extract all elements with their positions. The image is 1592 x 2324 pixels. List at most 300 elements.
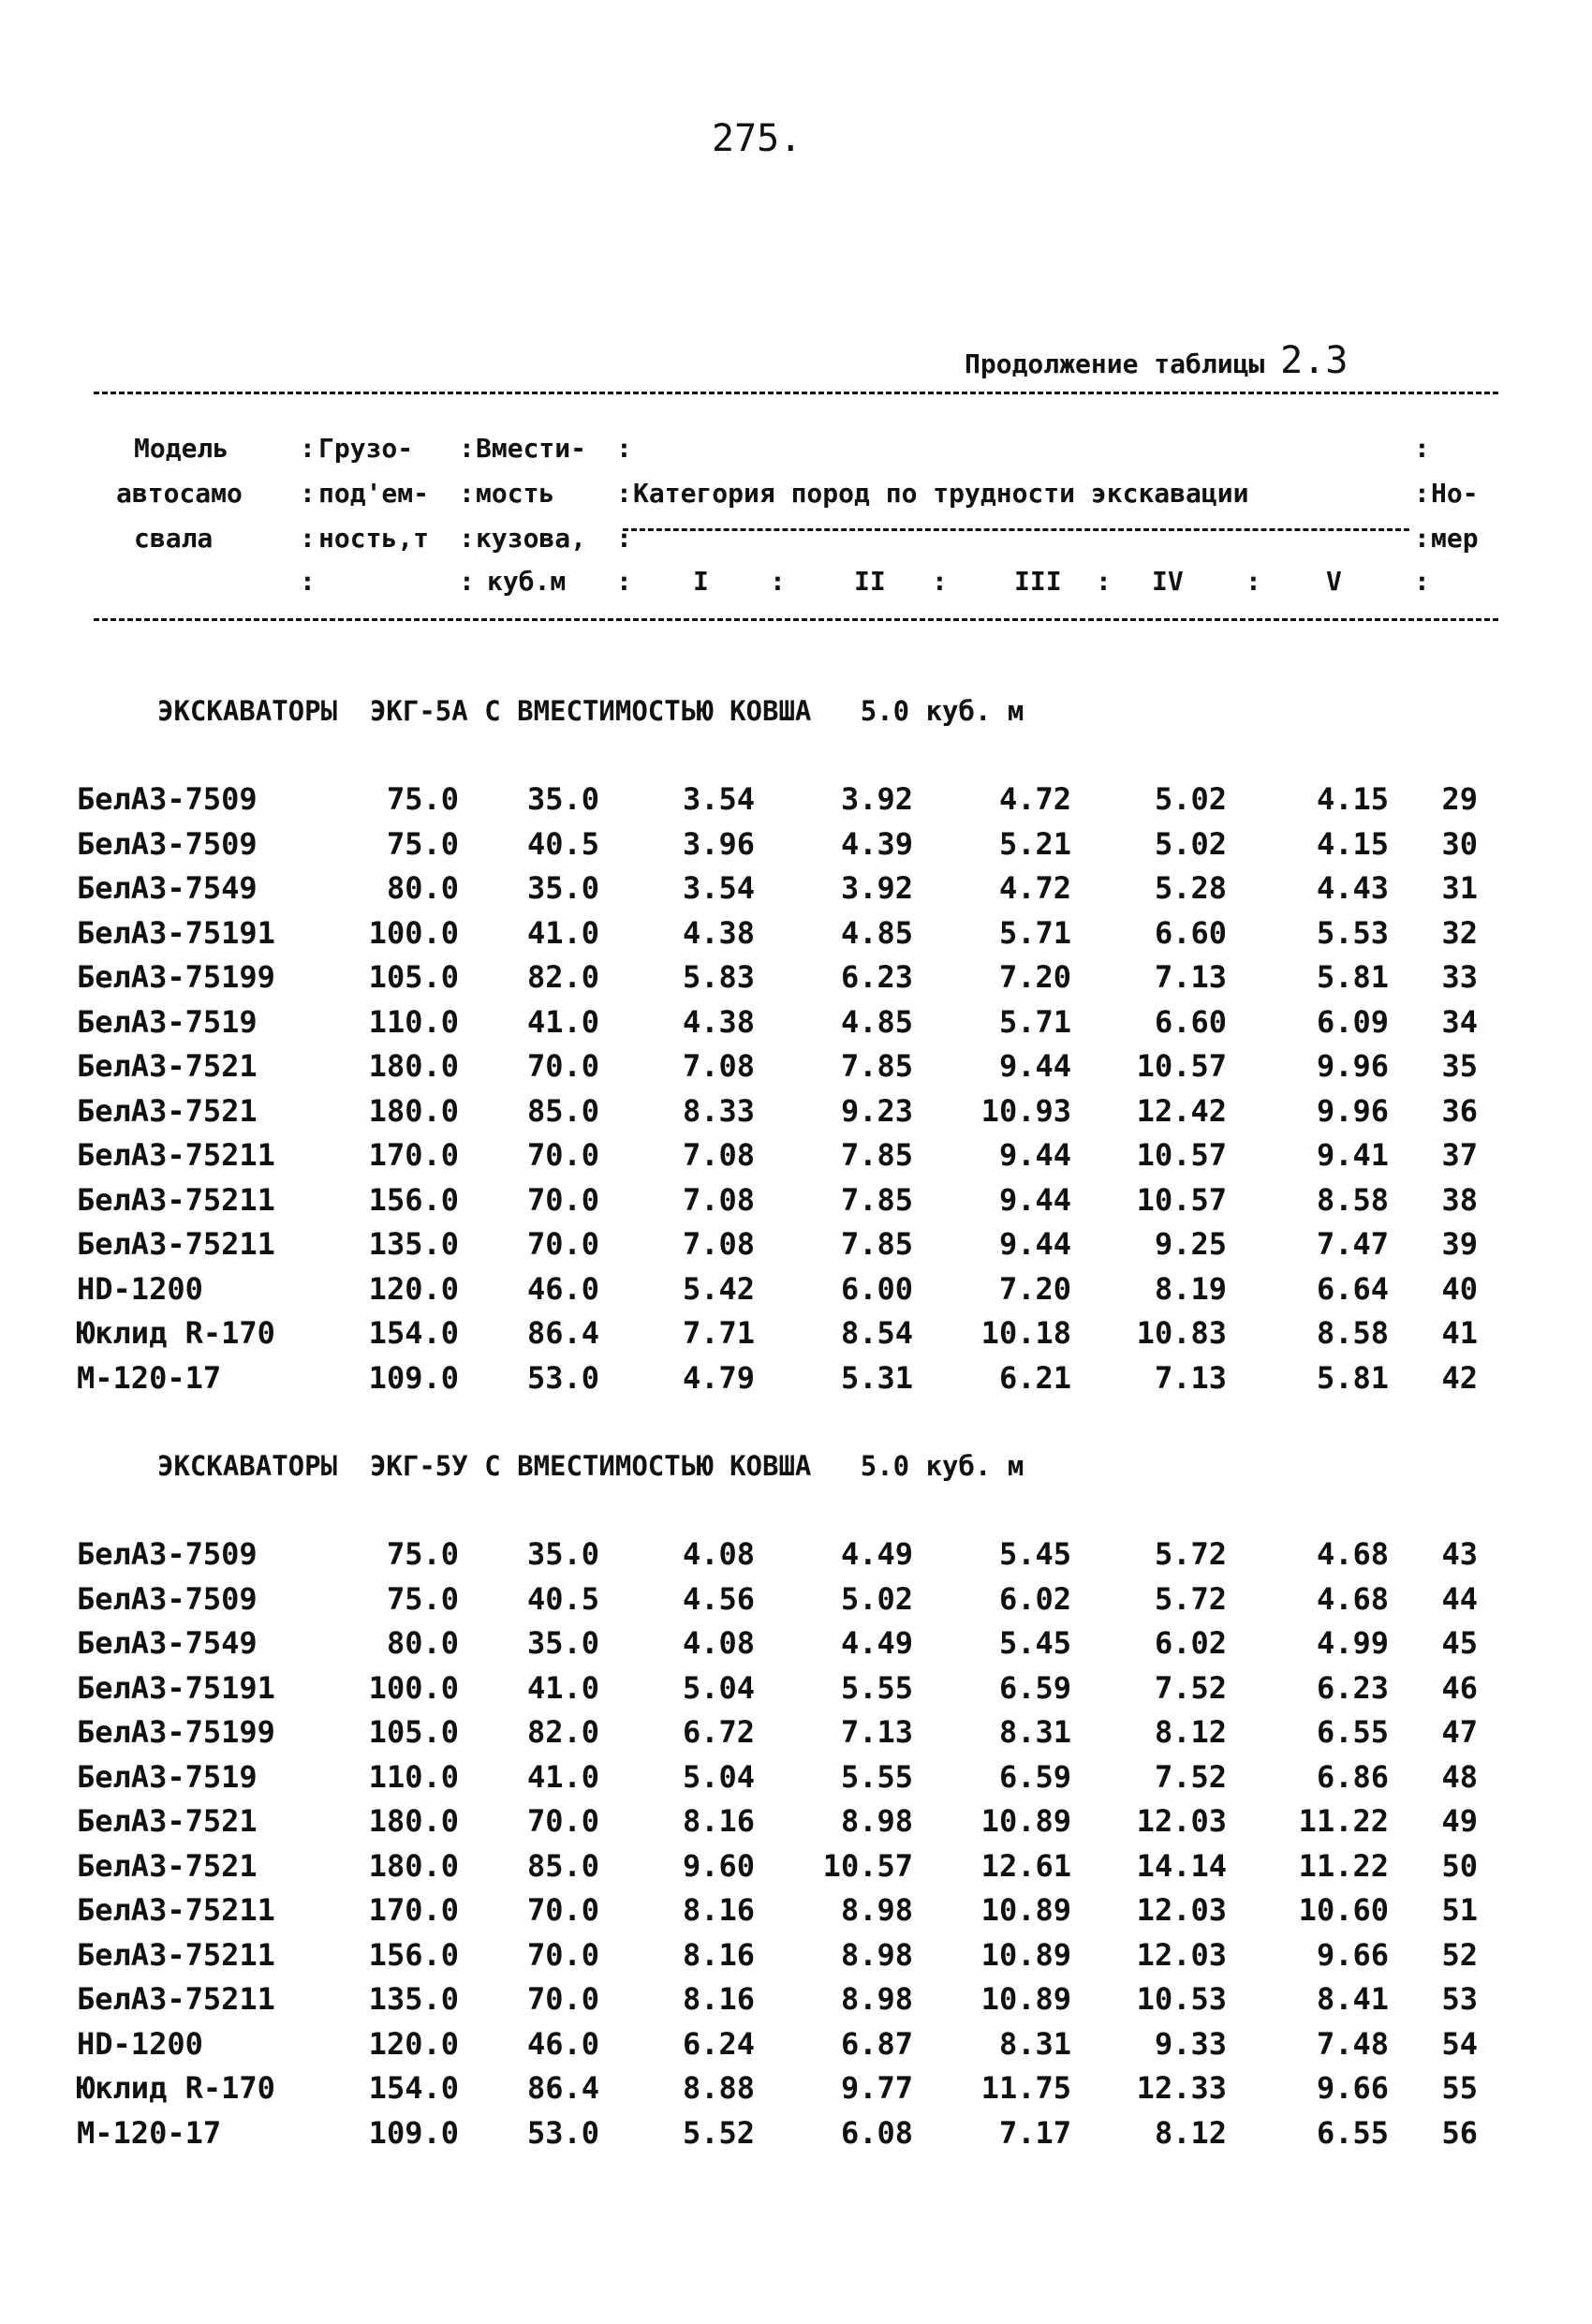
cell-number: 49 (1441, 1803, 1478, 1839)
header-category-iv: IV (1152, 566, 1184, 597)
cell-cat-v: 4.43 (1316, 870, 1389, 906)
header-bottom-rule (94, 618, 1498, 621)
header-category-divider (623, 528, 1409, 531)
cell-cat-iii: 10.89 (980, 1803, 1071, 1839)
cell-cat-iv: 10.53 (1136, 1981, 1227, 2017)
table-row (0, 2026, 1592, 2067)
cell-cat-i: 5.04 (682, 1669, 755, 1706)
cell-cat-iii: 9.44 (998, 1226, 1071, 1262)
cell-capacity: 135.0 (368, 1981, 459, 2017)
cell-volume: 35.0 (526, 1625, 599, 1661)
cell-cat-iv: 12.33 (1136, 2070, 1227, 2106)
table-row (0, 1892, 1592, 1933)
cell-cat-iv: 6.60 (1154, 1003, 1227, 1040)
cell-number: 31 (1441, 870, 1478, 906)
cell-number: 32 (1441, 914, 1478, 951)
cell-number: 44 (1441, 1580, 1478, 1617)
cell-model: БелАЗ-7509 (77, 781, 258, 817)
cell-number: 38 (1441, 1181, 1478, 1218)
cell-cat-i: 4.38 (682, 914, 755, 951)
cell-model: БелАЗ-75199 (77, 1714, 275, 1750)
cell-number: 51 (1441, 1892, 1478, 1928)
cell-capacity: 105.0 (368, 959, 459, 995)
cell-cat-v: 8.58 (1316, 1181, 1389, 1218)
header-category-ii: II (854, 566, 886, 597)
table-row (0, 1048, 1592, 1089)
column-separator: : (616, 523, 632, 554)
column-separator: : (1414, 523, 1430, 554)
cell-number: 30 (1441, 825, 1478, 862)
cell-cat-v: 9.66 (1316, 1936, 1389, 1973)
header-category-title: Категория пород по трудности экскавации (633, 478, 1249, 509)
header-volume-line-3: кузова, (476, 523, 587, 554)
header-top-rule (94, 392, 1498, 394)
column-separator: : (932, 566, 948, 597)
header-capacity-line-1: Грузо- (318, 433, 414, 464)
cell-volume: 40.5 (526, 1580, 599, 1617)
cell-capacity: 180.0 (368, 1803, 459, 1839)
cell-cat-iii: 9.44 (998, 1048, 1071, 1084)
cell-cat-i: 8.16 (682, 1936, 755, 1973)
cell-model: М-120-17 (77, 1359, 222, 1396)
column-separator: : (1414, 433, 1430, 464)
cell-model: БелАЗ-75199 (77, 959, 275, 995)
section-title-ekg5u: ЭКСКАВАТОРЫ ЭКГ-5У С ВМЕСТИМОСТЬЮ КОВША 5.0 куб. м (157, 1450, 1024, 1482)
cell-cat-v: 7.47 (1316, 1226, 1389, 1262)
table-row (0, 959, 1592, 1000)
cell-capacity: 156.0 (368, 1936, 459, 1973)
cell-capacity: 170.0 (368, 1137, 459, 1173)
cell-capacity: 180.0 (368, 1092, 459, 1129)
cell-cat-iv: 7.13 (1154, 1359, 1227, 1396)
cell-cat-iii: 6.02 (998, 1580, 1071, 1617)
cell-cat-iv: 5.72 (1154, 1536, 1227, 1572)
cell-cat-iv: 5.72 (1154, 1580, 1227, 1617)
cell-cat-ii: 6.08 (840, 2114, 913, 2151)
cell-cat-ii: 6.00 (840, 1270, 913, 1307)
cell-cat-ii: 7.85 (840, 1048, 913, 1084)
cell-cat-ii: 9.23 (840, 1092, 913, 1129)
cell-model: БелАЗ-7519 (77, 1758, 258, 1795)
cell-cat-iv: 6.60 (1154, 914, 1227, 951)
header-volume-line-1: Вмести- (476, 433, 587, 464)
cell-model: БелАЗ-7521 (77, 1803, 258, 1839)
cell-cat-iii: 9.44 (998, 1181, 1071, 1218)
cell-model: БелАЗ-75211 (77, 1137, 275, 1173)
cell-model: БелАЗ-7549 (77, 1625, 258, 1661)
header-number-line-1: Но- (1431, 478, 1479, 509)
header-model-line-2: автосамо (116, 478, 243, 509)
cell-cat-v: 8.58 (1316, 1315, 1389, 1351)
cell-capacity: 100.0 (368, 914, 459, 951)
cell-cat-ii: 4.85 (840, 1003, 913, 1040)
table-row (0, 1981, 1592, 2022)
cell-model: Юклид R-170 (77, 2070, 275, 2106)
cell-cat-ii: 7.85 (840, 1226, 913, 1262)
cell-cat-iv: 8.12 (1154, 2114, 1227, 2151)
cell-cat-iv: 9.25 (1154, 1226, 1227, 1262)
cell-cat-i: 4.79 (682, 1359, 755, 1396)
table-row (0, 1536, 1592, 1577)
cell-cat-ii: 4.49 (840, 1536, 913, 1572)
cell-capacity: 154.0 (368, 1315, 459, 1351)
cell-cat-v: 9.41 (1316, 1137, 1389, 1173)
cell-cat-ii: 5.55 (840, 1669, 913, 1706)
cell-cat-iv: 5.28 (1154, 870, 1227, 906)
cell-cat-iv: 14.14 (1136, 1847, 1227, 1884)
cell-cat-ii: 5.55 (840, 1758, 913, 1795)
table-row (0, 1848, 1592, 1889)
cell-cat-iii: 8.31 (998, 2025, 1071, 2062)
cell-model: HD-1200 (77, 2025, 203, 2062)
cell-volume: 86.4 (526, 2070, 599, 2106)
cell-volume: 70.0 (526, 1226, 599, 1262)
cell-cat-iv: 12.03 (1136, 1936, 1227, 1973)
cell-number: 56 (1441, 2114, 1478, 2151)
cell-number: 45 (1441, 1625, 1478, 1661)
cell-cat-iii: 10.93 (980, 1092, 1071, 1129)
cell-cat-iv: 10.57 (1136, 1181, 1227, 1218)
cell-cat-v: 11.22 (1298, 1847, 1389, 1884)
column-separator: : (1096, 566, 1112, 597)
cell-model: БелАЗ-7509 (77, 1580, 258, 1617)
cell-cat-v: 8.41 (1316, 1981, 1389, 2017)
cell-capacity: 109.0 (368, 2114, 459, 2151)
cell-model: М-120-17 (77, 2114, 222, 2151)
cell-cat-iii: 12.61 (980, 1847, 1071, 1884)
cell-cat-v: 5.81 (1316, 959, 1389, 995)
cell-model: БелАЗ-7519 (77, 1003, 258, 1040)
cell-cat-i: 3.54 (682, 781, 755, 817)
cell-volume: 41.0 (526, 1669, 599, 1706)
cell-model: БелАЗ-75191 (77, 1669, 275, 1706)
cell-cat-v: 4.99 (1316, 1625, 1389, 1661)
cell-cat-iv: 9.33 (1154, 2025, 1227, 2062)
cell-capacity: 75.0 (386, 781, 459, 817)
cell-cat-iv: 12.42 (1136, 1092, 1227, 1129)
cell-cat-iii: 4.72 (998, 781, 1071, 817)
column-separator: : (1246, 566, 1261, 597)
cell-volume: 46.0 (526, 2025, 599, 2062)
cell-model: БелАЗ-75211 (77, 1892, 275, 1928)
cell-cat-iii: 4.72 (998, 870, 1071, 906)
cell-cat-i: 5.83 (682, 959, 755, 995)
cell-cat-iv: 10.57 (1136, 1048, 1227, 1084)
continuation-label: Продолжение таблицы (965, 348, 1265, 379)
cell-number: 36 (1441, 1092, 1478, 1129)
cell-cat-ii: 6.87 (840, 2025, 913, 2062)
cell-capacity: 100.0 (368, 1669, 459, 1706)
cell-model: БелАЗ-7549 (77, 870, 258, 906)
cell-number: 40 (1441, 1270, 1478, 1307)
cell-volume: 40.5 (526, 825, 599, 862)
column-separator: : (459, 433, 475, 464)
cell-cat-ii: 6.23 (840, 959, 913, 995)
cell-cat-iv: 8.19 (1154, 1270, 1227, 1307)
cell-model: БелАЗ-7521 (77, 1048, 258, 1084)
cell-model: БелАЗ-75211 (77, 1181, 275, 1218)
cell-number: 29 (1441, 781, 1478, 817)
cell-volume: 85.0 (526, 1092, 599, 1129)
table-row (0, 915, 1592, 956)
cell-cat-iv: 5.02 (1154, 825, 1227, 862)
cell-capacity: 75.0 (386, 1580, 459, 1617)
cell-volume: 70.0 (526, 1181, 599, 1218)
cell-cat-ii: 9.77 (840, 2070, 913, 2106)
cell-number: 42 (1441, 1359, 1478, 1396)
table-row (0, 1714, 1592, 1755)
header-category-v: V (1326, 566, 1342, 597)
cell-cat-i: 6.72 (682, 1714, 755, 1750)
cell-cat-iv: 10.83 (1136, 1315, 1227, 1351)
table-row (0, 1137, 1592, 1178)
cell-number: 41 (1441, 1315, 1478, 1351)
cell-cat-iii: 7.20 (998, 1270, 1071, 1307)
page-number: 275. (712, 117, 803, 160)
cell-cat-i: 7.71 (682, 1315, 755, 1351)
cell-cat-v: 6.55 (1316, 2114, 1389, 2151)
cell-cat-v: 7.48 (1316, 2025, 1389, 2062)
cell-capacity: 156.0 (368, 1181, 459, 1218)
cell-volume: 70.0 (526, 1936, 599, 1973)
cell-cat-v: 4.68 (1316, 1580, 1389, 1617)
cell-cat-i: 8.33 (682, 1092, 755, 1129)
cell-cat-iv: 10.57 (1136, 1137, 1227, 1173)
cell-cat-v: 10.60 (1298, 1892, 1389, 1928)
column-separator: : (300, 433, 316, 464)
cell-cat-i: 9.60 (682, 1847, 755, 1884)
cell-cat-ii: 3.92 (840, 781, 913, 817)
cell-capacity: 170.0 (368, 1892, 459, 1928)
cell-volume: 70.0 (526, 1048, 599, 1084)
table-row (0, 1182, 1592, 1223)
cell-cat-i: 5.52 (682, 2114, 755, 2151)
table-row (0, 2115, 1592, 2156)
cell-capacity: 80.0 (386, 870, 459, 906)
cell-cat-i: 7.08 (682, 1048, 755, 1084)
cell-cat-iv: 6.02 (1154, 1625, 1227, 1661)
cell-cat-i: 4.08 (682, 1625, 755, 1661)
cell-volume: 70.0 (526, 1803, 599, 1839)
cell-model: БелАЗ-75211 (77, 1936, 275, 1973)
cell-model: Юклид R-170 (77, 1315, 275, 1351)
table-row (0, 1803, 1592, 1844)
cell-capacity: 75.0 (386, 825, 459, 862)
cell-cat-v: 9.96 (1316, 1048, 1389, 1084)
cell-volume: 53.0 (526, 2114, 599, 2151)
cell-cat-iii: 7.20 (998, 959, 1071, 995)
table-row (0, 1937, 1592, 1978)
cell-cat-iii: 10.89 (980, 1936, 1071, 1973)
table-row (0, 1271, 1592, 1312)
column-separator: : (300, 566, 316, 597)
cell-model: БелАЗ-7521 (77, 1847, 258, 1884)
table-row (0, 870, 1592, 911)
cell-volume: 85.0 (526, 1847, 599, 1884)
cell-cat-iv: 7.52 (1154, 1669, 1227, 1706)
cell-cat-v: 6.86 (1316, 1758, 1389, 1795)
table-number: 2.3 (1280, 339, 1349, 382)
cell-cat-ii: 4.85 (840, 914, 913, 951)
cell-volume: 46.0 (526, 1270, 599, 1307)
cell-cat-ii: 4.49 (840, 1625, 913, 1661)
header-category-i: I (693, 566, 709, 597)
cell-cat-iv: 7.52 (1154, 1758, 1227, 1795)
cell-number: 35 (1441, 1048, 1478, 1084)
cell-cat-ii: 5.31 (840, 1359, 913, 1396)
cell-cat-v: 5.53 (1316, 914, 1389, 951)
cell-number: 46 (1441, 1669, 1478, 1706)
table-row (0, 1315, 1592, 1356)
cell-cat-v: 6.64 (1316, 1270, 1389, 1307)
cell-model: БелАЗ-75191 (77, 914, 275, 951)
header-number-line-2: мер (1431, 523, 1479, 554)
table-row (0, 781, 1592, 822)
cell-volume: 70.0 (526, 1892, 599, 1928)
cell-cat-ii: 3.92 (840, 870, 913, 906)
cell-cat-v: 4.15 (1316, 781, 1389, 817)
cell-cat-v: 9.66 (1316, 2070, 1389, 2106)
cell-cat-v: 5.81 (1316, 1359, 1389, 1396)
cell-cat-i: 7.08 (682, 1137, 755, 1173)
cell-capacity: 180.0 (368, 1847, 459, 1884)
section-title-ekg5a: ЭКСКАВАТОРЫ ЭКГ-5А С ВМЕСТИМОСТЬЮ КОВША 5.0 куб. м (157, 695, 1024, 727)
cell-cat-iii: 10.89 (980, 1892, 1071, 1928)
cell-cat-ii: 7.13 (840, 1714, 913, 1750)
cell-cat-iii: 5.71 (998, 914, 1071, 951)
cell-model: HD-1200 (77, 1270, 203, 1307)
cell-capacity: 120.0 (368, 2025, 459, 2062)
cell-cat-i: 8.88 (682, 2070, 755, 2106)
cell-cat-i: 4.56 (682, 1580, 755, 1617)
cell-cat-iii: 5.21 (998, 825, 1071, 862)
cell-cat-ii: 5.02 (840, 1580, 913, 1617)
column-separator: : (459, 566, 475, 597)
table-row (0, 826, 1592, 867)
cell-number: 48 (1441, 1758, 1478, 1795)
cell-cat-v: 6.09 (1316, 1003, 1389, 1040)
cell-volume: 82.0 (526, 959, 599, 995)
cell-volume: 35.0 (526, 781, 599, 817)
cell-cat-ii: 8.98 (840, 1892, 913, 1928)
cell-cat-iv: 5.02 (1154, 781, 1227, 817)
column-separator: : (1414, 478, 1430, 509)
cell-cat-v: 9.96 (1316, 1092, 1389, 1129)
cell-cat-i: 8.16 (682, 1803, 755, 1839)
cell-cat-ii: 8.54 (840, 1315, 913, 1351)
cell-cat-iv: 7.13 (1154, 959, 1227, 995)
column-separator: : (616, 566, 632, 597)
column-separator: : (616, 433, 632, 464)
column-separator: : (459, 523, 475, 554)
table-row (0, 1670, 1592, 1711)
column-separator: : (300, 478, 316, 509)
cell-number: 52 (1441, 1936, 1478, 1973)
cell-number: 50 (1441, 1847, 1478, 1884)
cell-volume: 35.0 (526, 1536, 599, 1572)
cell-cat-iii: 10.89 (980, 1981, 1071, 2017)
cell-volume: 41.0 (526, 914, 599, 951)
cell-capacity: 180.0 (368, 1048, 459, 1084)
cell-cat-ii: 7.85 (840, 1137, 913, 1173)
column-separator: : (300, 523, 316, 554)
cell-cat-iii: 7.17 (998, 2114, 1071, 2151)
cell-capacity: 109.0 (368, 1359, 459, 1396)
cell-capacity: 110.0 (368, 1003, 459, 1040)
column-separator: : (1414, 566, 1430, 597)
cell-cat-i: 6.24 (682, 2025, 755, 2062)
cell-cat-i: 8.16 (682, 1981, 755, 2017)
cell-cat-iv: 12.03 (1136, 1803, 1227, 1839)
cell-number: 55 (1441, 2070, 1478, 2106)
cell-volume: 70.0 (526, 1981, 599, 2017)
cell-volume: 41.0 (526, 1758, 599, 1795)
cell-number: 53 (1441, 1981, 1478, 2017)
cell-volume: 53.0 (526, 1359, 599, 1396)
cell-cat-v: 6.55 (1316, 1714, 1389, 1750)
cell-cat-i: 4.08 (682, 1536, 755, 1572)
header-volume-line-4: куб.м (487, 566, 567, 597)
cell-cat-v: 4.68 (1316, 1536, 1389, 1572)
cell-capacity: 80.0 (386, 1625, 459, 1661)
cell-cat-iii: 5.45 (998, 1625, 1071, 1661)
cell-cat-i: 5.04 (682, 1758, 755, 1795)
cell-volume: 41.0 (526, 1003, 599, 1040)
table-continuation-caption (965, 339, 1348, 382)
cell-cat-i: 3.54 (682, 870, 755, 906)
cell-cat-iv: 12.03 (1136, 1892, 1227, 1928)
cell-model: БелАЗ-7509 (77, 825, 258, 862)
cell-capacity: 75.0 (386, 1536, 459, 1572)
column-separator: : (616, 478, 632, 509)
table-row (0, 1759, 1592, 1800)
cell-number: 54 (1441, 2025, 1478, 2062)
cell-cat-ii: 7.85 (840, 1181, 913, 1218)
cell-cat-iii: 6.21 (998, 1359, 1071, 1396)
cell-cat-v: 11.22 (1298, 1803, 1389, 1839)
table-row (0, 1581, 1592, 1622)
cell-volume: 86.4 (526, 1315, 599, 1351)
cell-cat-iii: 5.71 (998, 1003, 1071, 1040)
cell-cat-v: 4.15 (1316, 825, 1389, 862)
cell-model: БелАЗ-75211 (77, 1981, 275, 2017)
cell-cat-ii: 10.57 (822, 1847, 913, 1884)
cell-number: 33 (1441, 959, 1478, 995)
cell-capacity: 135.0 (368, 1226, 459, 1262)
cell-capacity: 110.0 (368, 1758, 459, 1795)
header-model-line-3: свала (134, 523, 214, 554)
cell-cat-iii: 10.18 (980, 1315, 1071, 1351)
cell-volume: 70.0 (526, 1137, 599, 1173)
cell-cat-iv: 8.12 (1154, 1714, 1227, 1750)
cell-number: 39 (1441, 1226, 1478, 1262)
header-model-line-1: Модель (134, 433, 229, 464)
cell-volume: 82.0 (526, 1714, 599, 1750)
cell-number: 34 (1441, 1003, 1478, 1040)
table-row (0, 1004, 1592, 1045)
header-category-iii: III (1014, 566, 1062, 597)
cell-number: 43 (1441, 1536, 1478, 1572)
cell-cat-iii: 6.59 (998, 1669, 1071, 1706)
table-row (0, 1625, 1592, 1666)
cell-cat-iii: 8.31 (998, 1714, 1071, 1750)
cell-capacity: 120.0 (368, 1270, 459, 1307)
table-row (0, 1093, 1592, 1134)
cell-capacity: 105.0 (368, 1714, 459, 1750)
cell-cat-i: 8.16 (682, 1892, 755, 1928)
cell-capacity: 154.0 (368, 2070, 459, 2106)
cell-cat-iii: 6.59 (998, 1758, 1071, 1795)
